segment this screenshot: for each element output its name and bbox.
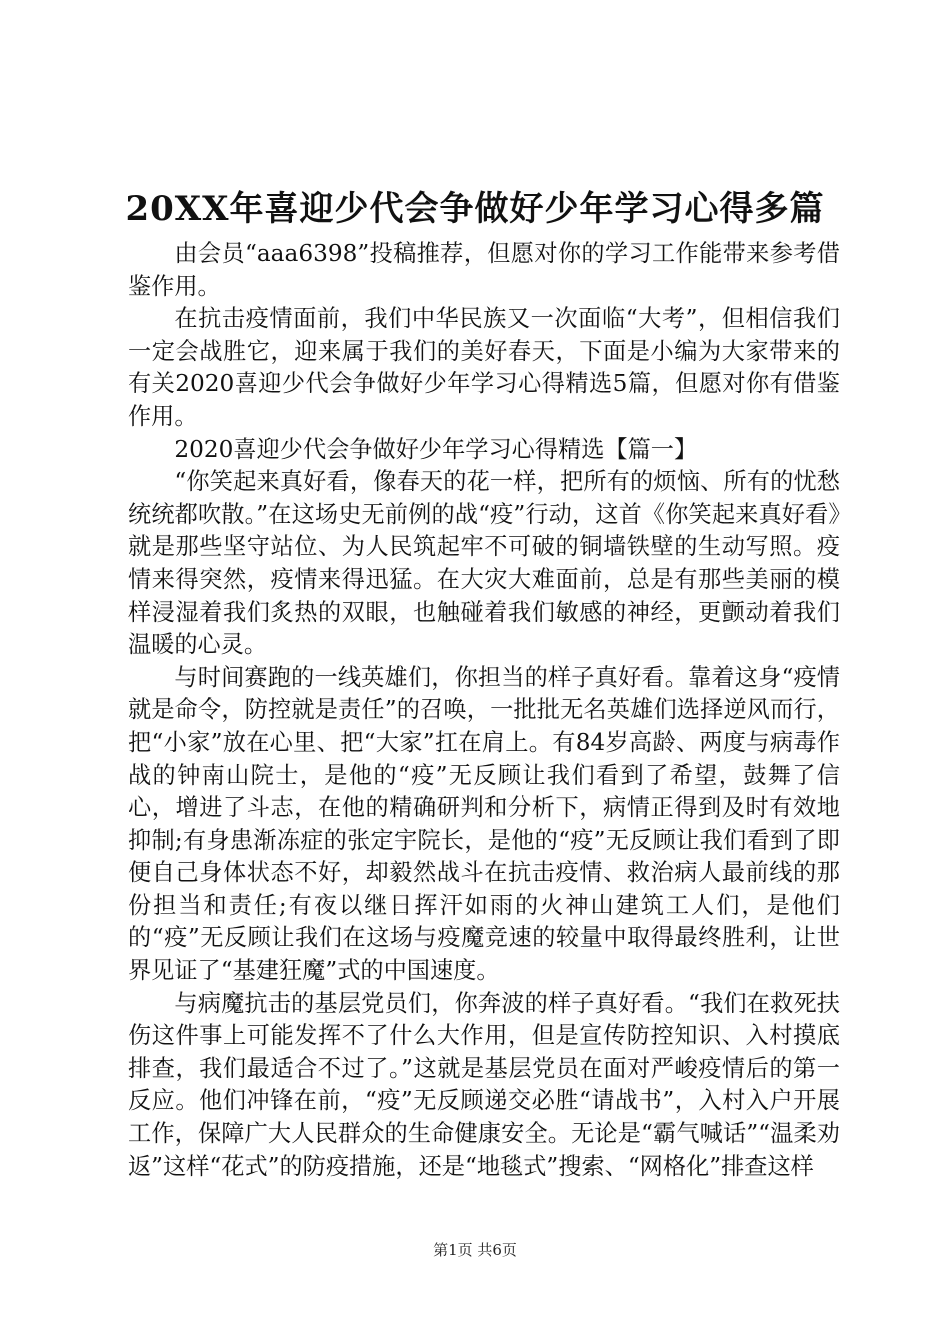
intro-paragraph-2: 在抗击疫情面前，我们中华民族又一次面临“大考”，但相信我们一定会战胜它，迎来属于我们的美好春天，下面是小编为大家带来的有关2020喜迎少代会争做好少年学习心得精选5篇，但愿对你有借鉴作用。 <box>128 305 840 430</box>
intro-paragraph-1: 由会员“aaa6398”投稿推荐，但愿对你的学习工作能带来参考借鉴作用。 <box>128 240 840 300</box>
document-body <box>128 238 840 1183</box>
section-paragraph-3: 与病魔抗击的基层党员们，你奔波的样子真好看。“我们在救死扶伤这件事上可能发挥不了什么大作用，但是宣传防控知识、入村摸底排查，我们最适合不过了。”这就是基层党员在面对严峻疫情后的第一反应。他们冲锋在前，“疫”无反顾递交必胜“请战书”，入村入户开展工作，保障广大人民群众的生命健康安全。无论是“霸气喊话”“温柔劝返”这样“花式”的防疫措施，还是“地毯式”搜索、“网格化”排查这样 <box>128 989 840 1180</box>
section-heading: 2020喜迎少代会争做好少年学习心得精选【篇一】 <box>174 435 698 463</box>
section-paragraph-1: “你笑起来真好看，像春天的花一样，把所有的烦恼、所有的忧愁统统都吹散。”在这场史无前例的战“疫”行动，这首《你笑起来真好看》就是那些坚守站位、为人民筑起牢不可破的铜墙铁壁的生动写照。疫情来得突然，疫情来得迅猛。在大灾大难面前，总是有那些美丽的模样浸湿着我们炙热的双眼，也触碰着我们敏感的神经，更颤动着我们温暖的心灵。 <box>128 468 840 659</box>
section-paragraph-2: 与时间赛跑的一线英雄们，你担当的样子真好看。靠着这身“疫情就是命令，防控就是责任”的召唤，一批批无名英雄们选择逆风而行，把“小家”放在心里、把“大家”扛在肩上。有84岁高龄、两度与病毒作战的钟南山院士，是他的“疫”无反顾让我们看到了希望，鼓舞了信心，增进了斗志，在他的精确研判和分析下，病情正得到及时有效地抑制;有身患渐冻症的张定宇院长，是他的“疫”无反顾让我们看到了即便自己身体状态不好，却毅然战斗在抗击疫情、救治病人最前线的那份担当和责任;有夜以继日挥汗如雨的火神山建筑工人们，是他们的“疫”无反顾让我们在这场与疫魔竞速的较量中取得最终胜利，让世界见证了“基建狂魔”式的中国速度。 <box>128 663 840 985</box>
page-footer: 第1页 共6页 <box>433 1241 517 1259</box>
document-title: 20XX年喜迎少代会争做好少年学习心得多篇 <box>125 189 825 229</box>
